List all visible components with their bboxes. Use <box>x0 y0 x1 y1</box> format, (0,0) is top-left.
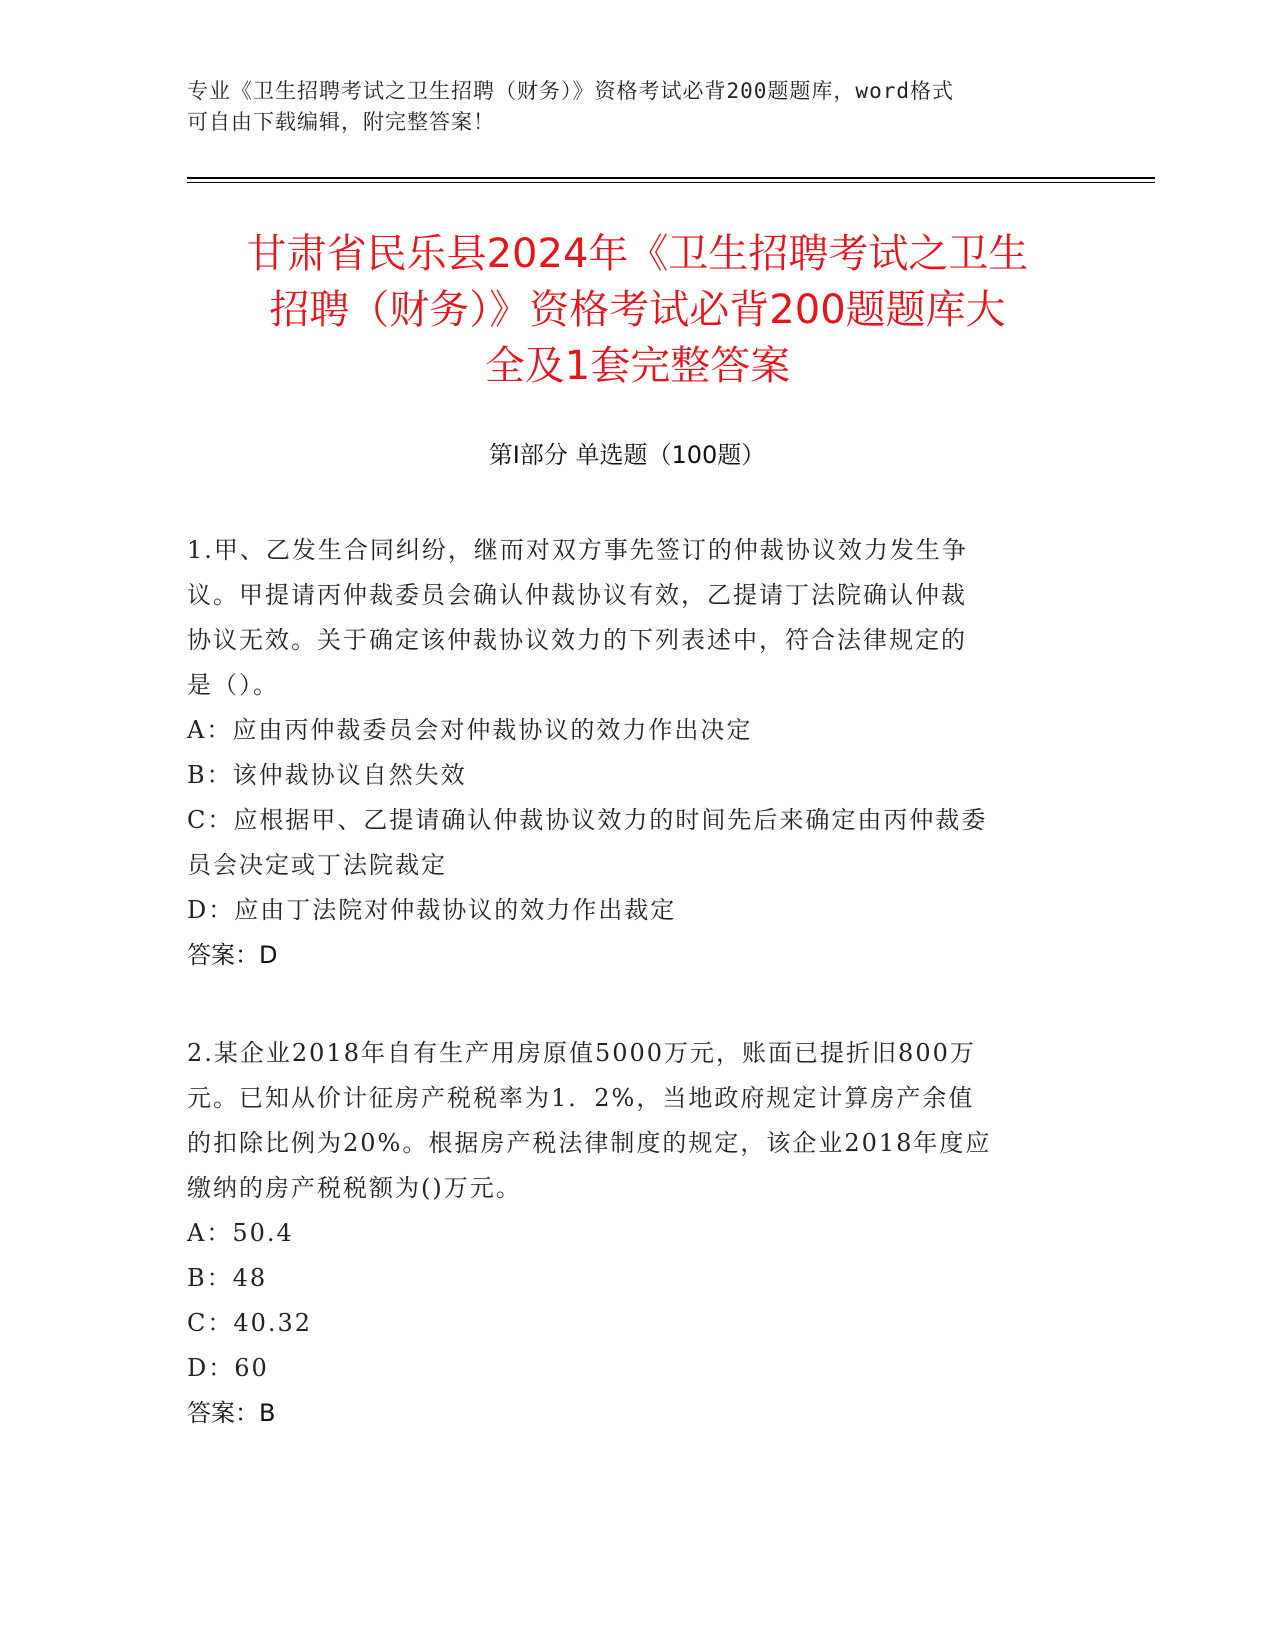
option-c: C：应根据甲、乙提请确认仲裁协议效力的时间先后来确定由丙仲裁委 <box>187 806 988 834</box>
question-text-line: 议。甲提请丙仲裁委员会确认仲裁协议有效，乙提请丁法院确认仲裁 <box>187 581 967 609</box>
title-line: 全及1套完整答案 <box>484 343 791 389</box>
question-text-line: 2.某企业2018年自有生产用房原值5000万元，账面已提折旧800万 <box>187 1039 976 1067</box>
title-line: 招聘（财务）》资格考试必背200题题库大 <box>269 287 1006 333</box>
section-title: 第Ⅰ部分 单选题（100题） <box>488 441 766 469</box>
option-d: D：应由丁法院对仲裁协议的效力作出裁定 <box>187 896 677 924</box>
question-2 <box>187 1031 1087 1436</box>
title-line: 甘肃省民乐县2024年《卫生招聘考试之卫生 <box>246 231 1029 277</box>
document-title <box>160 226 1115 394</box>
header-note <box>187 76 1067 138</box>
header-note-line: 专业《卫生招聘考试之卫生招聘（财务）》资格考试必背200题题库，word格式 <box>187 79 954 103</box>
question-text-line: 缴纳的房产税税额为()万元。 <box>187 1174 522 1202</box>
option-c: C：40.32 <box>187 1309 313 1337</box>
question-text-line: 协议无效。关于确定该仲裁协议效力的下列表述中，符合法律规定的 <box>187 626 967 654</box>
question-list <box>187 528 1087 1436</box>
option-b: B：48 <box>187 1264 268 1292</box>
question-spacer <box>187 978 1087 1031</box>
question-text-line: 是（）。 <box>187 671 279 699</box>
option-d: D：60 <box>187 1354 269 1382</box>
question-text-line: 元。已知从价计征房产税税率为1．2%，当地政府规定计算房产余值 <box>187 1084 975 1112</box>
option-a: A：应由丙仲裁委员会对仲裁协议的效力作出决定 <box>187 716 753 744</box>
question-text-line: 1.甲、乙发生合同纠纷，继而对双方事先签订的仲裁协议效力发生争 <box>187 536 968 564</box>
option-b: B：该仲裁协议自然失效 <box>187 761 467 789</box>
answer: 答案：D <box>187 941 278 969</box>
header-note-line: 可自由下载编辑，附完整答案！ <box>187 110 495 134</box>
option-a: A：50.4 <box>187 1219 294 1247</box>
question-1 <box>187 528 1087 978</box>
answer: 答案：B <box>187 1399 276 1427</box>
header-divider-thin <box>187 182 1155 183</box>
question-text-line: 的扣除比例为20%。根据房产税法律制度的规定，该企业2018年度应 <box>187 1129 992 1157</box>
header-divider-thick <box>187 177 1155 179</box>
option-c-continued: 员会决定或丁法院裁定 <box>187 851 447 879</box>
